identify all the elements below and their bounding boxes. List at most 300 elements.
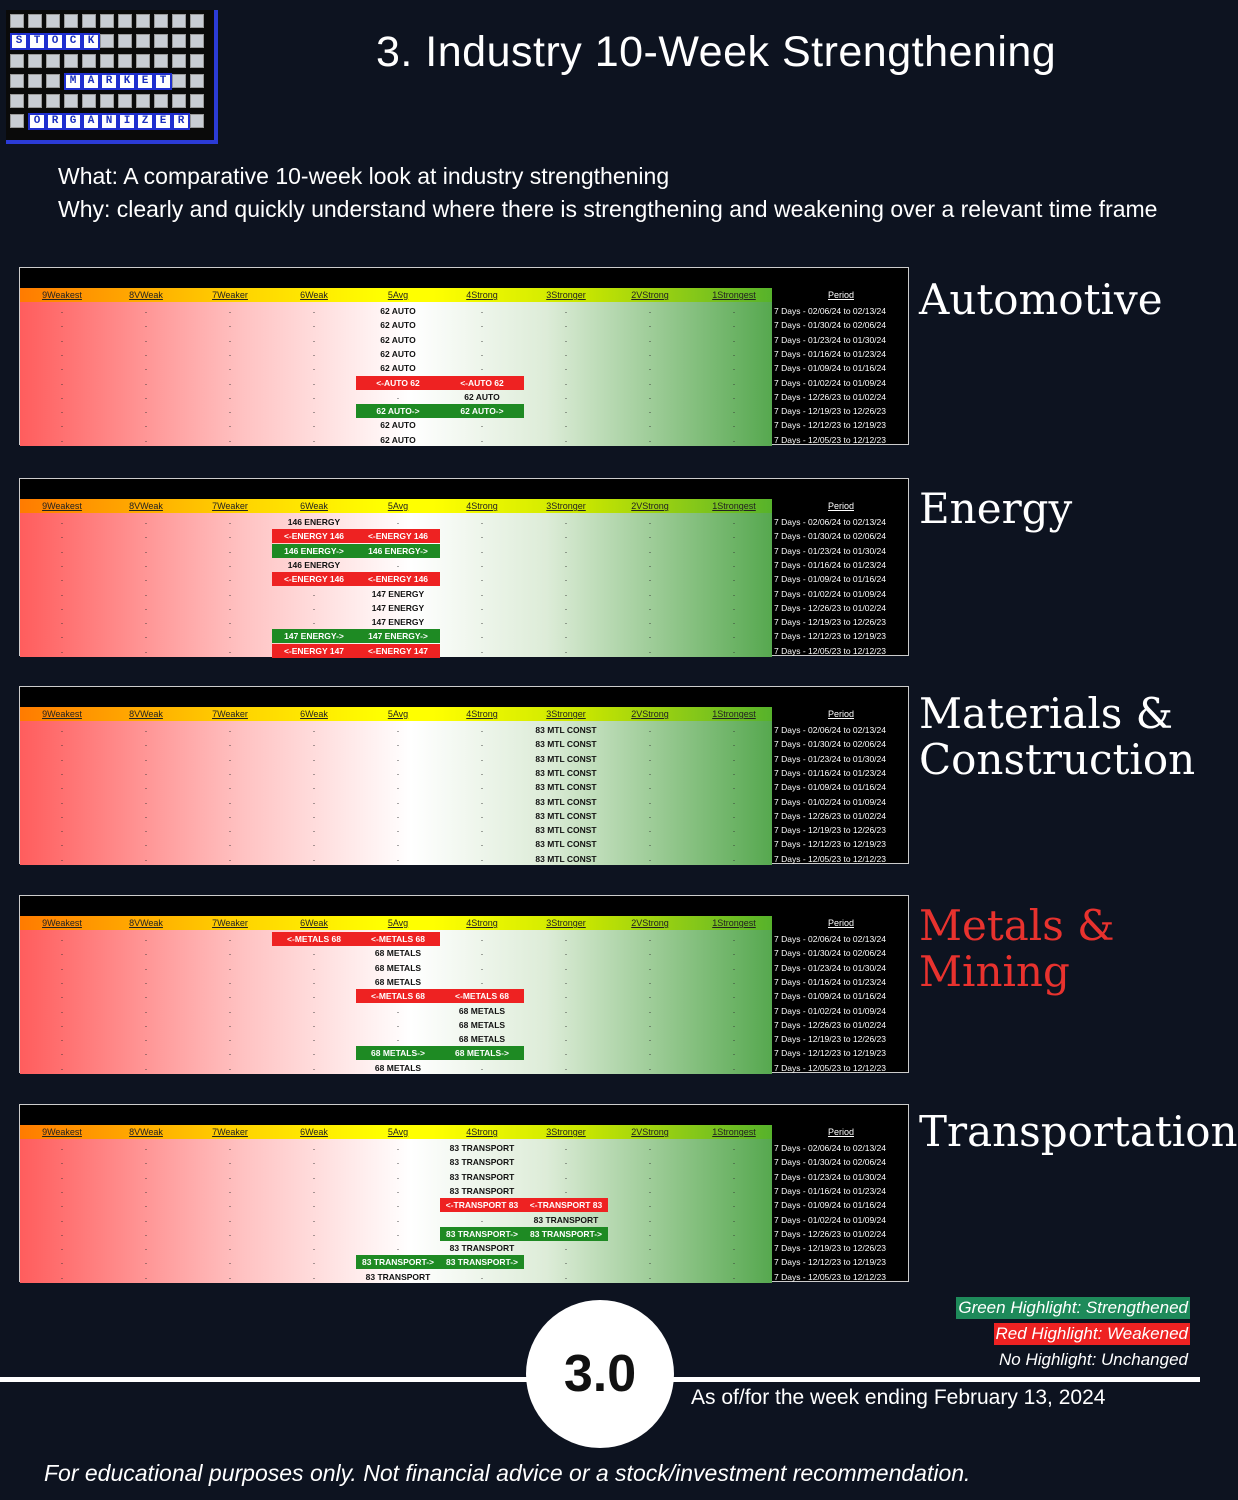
empty-cell: . [648, 1242, 652, 1253]
period-label: 7 Days - 02/06/24 to 02/13/24 [774, 306, 886, 316]
empty-cell: . [144, 766, 148, 777]
industry-title: Materials & Construction [919, 689, 1196, 784]
empty-cell: . [228, 1047, 232, 1058]
empty-cell: . [228, 1256, 232, 1267]
empty-cell: . [144, 516, 148, 526]
empty-cell: . [60, 630, 64, 641]
logo-letter: C [64, 33, 82, 50]
period-label: 7 Days - 12/26/23 to 01/02/24 [774, 391, 886, 402]
industry-cell: 83 MTL CONST [535, 796, 597, 807]
empty-cell: . [60, 947, 64, 958]
industry-cell: 83 MTL CONST [535, 782, 597, 793]
legend-none: No Highlight: Unchanged [998, 1350, 1188, 1369]
period-label: 7 Days - 02/06/24 to 02/13/24 [774, 725, 886, 735]
empty-cell: . [144, 809, 148, 820]
empty-cell: . [480, 587, 484, 598]
empty-cell: . [312, 1184, 316, 1195]
period-label: 7 Days - 01/02/24 to 01/09/24 [774, 796, 886, 807]
logo-row [10, 94, 208, 112]
industry-cell: <-METALS 68 [356, 989, 440, 1003]
empty-cell: . [60, 1199, 64, 1210]
column-header: 7Weaker [212, 290, 248, 300]
empty-cell: . [564, 947, 568, 958]
industry-cell: 146 ENERGY-> [356, 544, 440, 558]
empty-cell: . [312, 1270, 316, 1281]
logo-tile [154, 54, 168, 68]
industry-cell: 68 METALS [374, 976, 422, 987]
empty-cell: . [732, 390, 736, 401]
logo-tile [100, 14, 114, 28]
empty-cell: . [144, 333, 148, 344]
empty-cell: . [480, 347, 484, 358]
column-header: 9Weakest [42, 918, 82, 928]
column-header: 9Weakest [42, 290, 82, 300]
period-label: 7 Days - 02/06/24 to 02/13/24 [774, 934, 886, 944]
industry-cell: <-ENERGY 146 [272, 572, 356, 586]
column-header: 7Weaker [212, 918, 248, 928]
column-header: 3Stronger [546, 290, 586, 300]
strength-table [19, 267, 909, 445]
empty-cell: . [480, 530, 484, 541]
empty-cell: . [648, 1142, 652, 1152]
empty-cell: . [144, 390, 148, 401]
empty-cell: . [564, 1156, 568, 1167]
empty-cell: . [732, 405, 736, 416]
empty-cell: . [60, 724, 64, 734]
empty-cell: . [732, 961, 736, 972]
empty-cell: . [60, 390, 64, 401]
logo-tile [190, 114, 204, 128]
logo-letter: Z [136, 113, 154, 130]
empty-cell: . [564, 1170, 568, 1181]
column-header: 7Weaker [212, 709, 248, 719]
empty-cell: . [312, 1061, 316, 1072]
logo-letter: G [64, 113, 82, 130]
empty-cell: . [648, 544, 652, 555]
industry-cell: 83 TRANSPORT-> [524, 1227, 608, 1241]
column-header: 3Stronger [546, 501, 586, 511]
empty-cell: . [60, 573, 64, 584]
period-label: 7 Days - 12/05/23 to 12/12/23 [774, 853, 886, 864]
empty-cell: . [396, 1227, 400, 1238]
empty-cell: . [396, 1018, 400, 1029]
empty-cell: . [732, 305, 736, 315]
industry-cell: <-ENERGY 147 [272, 644, 356, 658]
empty-cell: . [312, 319, 316, 330]
empty-cell: . [228, 1156, 232, 1167]
logo-row [10, 114, 208, 132]
empty-cell: . [732, 1061, 736, 1072]
empty-cell: . [60, 587, 64, 598]
empty-cell: . [144, 616, 148, 627]
empty-cell: . [732, 1142, 736, 1152]
logo-tile [118, 94, 132, 108]
empty-cell: . [564, 530, 568, 541]
empty-cell: . [144, 781, 148, 792]
empty-cell: . [648, 795, 652, 806]
empty-cell: . [564, 433, 568, 444]
what-text: What: A comparative 10-week look at industry strengthening [58, 163, 670, 189]
column-header: 5Avg [387, 1127, 409, 1137]
empty-cell: . [60, 838, 64, 849]
logo-letter: A [82, 73, 100, 90]
strength-table [19, 478, 909, 656]
column-header: 4Strong [466, 290, 498, 300]
empty-cell: . [480, 1061, 484, 1072]
empty-cell: . [228, 933, 232, 943]
empty-cell: . [732, 975, 736, 986]
column-header: 8VWeak [129, 918, 163, 928]
empty-cell: . [60, 305, 64, 315]
empty-cell: . [648, 766, 652, 777]
empty-cell: . [732, 587, 736, 598]
logo-tile [46, 74, 60, 88]
empty-cell: . [144, 1242, 148, 1253]
empty-cell: . [144, 1061, 148, 1072]
logo-tile [172, 34, 186, 48]
empty-cell: . [732, 1213, 736, 1224]
empty-cell: . [144, 433, 148, 444]
empty-cell: . [732, 766, 736, 777]
industry-cell: 146 ENERGY [287, 559, 341, 570]
period-label: 7 Days - 12/26/23 to 01/02/24 [774, 1228, 886, 1239]
empty-cell: . [480, 1270, 484, 1281]
empty-cell: . [60, 1156, 64, 1167]
empty-cell: . [648, 1061, 652, 1072]
as-of-date: As of/for the week ending February 13, 2024 [691, 1386, 1106, 1409]
empty-cell: . [648, 838, 652, 849]
empty-cell: . [732, 781, 736, 792]
empty-cell: . [312, 1142, 316, 1152]
logo-tile [64, 14, 78, 28]
empty-cell: . [732, 1033, 736, 1044]
period-label: 7 Days - 01/16/24 to 01/23/24 [774, 559, 886, 570]
empty-cell: . [648, 1018, 652, 1029]
empty-cell: . [396, 838, 400, 849]
empty-cell: . [60, 933, 64, 943]
column-header: 1Strongest [712, 918, 756, 928]
empty-cell: . [648, 724, 652, 734]
empty-cell: . [480, 516, 484, 526]
period-label: 7 Days - 12/05/23 to 12/12/23 [774, 1271, 886, 1282]
empty-cell: . [228, 601, 232, 612]
industry-cell: 83 MTL CONST [535, 810, 597, 821]
empty-cell: . [60, 333, 64, 344]
empty-cell: . [228, 587, 232, 598]
industry-cell: <-TRANSPORT 83 [524, 1198, 608, 1212]
period-label: 7 Days - 01/09/24 to 01/16/24 [774, 574, 886, 585]
empty-cell: . [480, 601, 484, 612]
empty-cell: . [144, 644, 148, 655]
empty-cell: . [648, 558, 652, 569]
logo-row [10, 14, 208, 32]
industry-cell: 147 ENERGY [371, 588, 425, 599]
empty-cell: . [228, 573, 232, 584]
empty-cell: . [564, 961, 568, 972]
disclaimer: For educational purposes only. Not financial advice or a stock/investment recommendation. [44, 1460, 971, 1486]
empty-cell: . [228, 838, 232, 849]
empty-cell: . [312, 795, 316, 806]
empty-cell: . [732, 530, 736, 541]
empty-cell: . [60, 1047, 64, 1058]
empty-cell: . [312, 1213, 316, 1224]
empty-cell: . [648, 1227, 652, 1238]
period-label: 7 Days - 01/16/24 to 01/23/24 [774, 1185, 886, 1196]
empty-cell: . [60, 376, 64, 387]
column-header: 5Avg [387, 501, 409, 511]
column-header: 6Weak [300, 290, 328, 300]
period-label: 7 Days - 01/09/24 to 01/16/24 [774, 363, 886, 374]
empty-cell: . [144, 405, 148, 416]
empty-cell: . [312, 347, 316, 358]
empty-cell: . [60, 516, 64, 526]
empty-cell: . [228, 644, 232, 655]
empty-cell: . [312, 433, 316, 444]
empty-cell: . [732, 419, 736, 430]
period-label: 7 Days - 12/19/23 to 12/26/23 [774, 1243, 886, 1254]
column-header: 2VStrong [631, 290, 669, 300]
logo-tile [28, 54, 42, 68]
industry-cell: 68 METALS [374, 1062, 422, 1073]
empty-cell: . [648, 1256, 652, 1267]
empty-cell: . [396, 824, 400, 835]
period-label: 7 Days - 01/09/24 to 01/16/24 [774, 782, 886, 793]
period-label: 7 Days - 12/05/23 to 12/12/23 [774, 645, 886, 656]
logo-tile [118, 14, 132, 28]
empty-cell: . [396, 558, 400, 569]
empty-cell: . [60, 544, 64, 555]
logo-letter: A [82, 113, 100, 130]
empty-cell: . [732, 644, 736, 655]
empty-cell: . [60, 809, 64, 820]
industry-cell: 147 ENERGY [371, 617, 425, 628]
empty-cell: . [648, 405, 652, 416]
empty-cell: . [60, 405, 64, 416]
empty-cell: . [396, 738, 400, 749]
empty-cell: . [480, 319, 484, 330]
empty-cell: . [60, 852, 64, 863]
empty-cell: . [732, 573, 736, 584]
logo-row [10, 34, 208, 52]
logo-tile [82, 94, 96, 108]
empty-cell: . [228, 558, 232, 569]
logo-letter: R [100, 73, 118, 90]
industry-cell: 83 MTL CONST [535, 767, 597, 778]
empty-cell: . [564, 630, 568, 641]
empty-cell: . [732, 795, 736, 806]
logo-letter: S [10, 33, 28, 50]
empty-cell: . [732, 1004, 736, 1015]
empty-cell: . [144, 362, 148, 373]
industry-cell: <-ENERGY 146 [356, 529, 440, 543]
empty-cell: . [144, 419, 148, 430]
logo-tile [136, 94, 150, 108]
empty-cell: . [60, 601, 64, 612]
empty-cell: . [144, 947, 148, 958]
industry-cell: 62 AUTO [464, 391, 500, 402]
logo-tile [82, 14, 96, 28]
empty-cell: . [480, 738, 484, 749]
empty-cell: . [396, 1170, 400, 1181]
period-label: 7 Days - 01/23/24 to 01/30/24 [774, 962, 886, 973]
period-label: 7 Days - 01/02/24 to 01/09/24 [774, 1005, 886, 1016]
column-header: 4Strong [466, 1127, 498, 1137]
column-header: 8VWeak [129, 501, 163, 511]
empty-cell: . [480, 781, 484, 792]
empty-cell: . [312, 824, 316, 835]
empty-cell: . [228, 1227, 232, 1238]
period-label: 7 Days - 12/19/23 to 12/26/23 [774, 1034, 886, 1045]
empty-cell: . [648, 947, 652, 958]
empty-cell: . [228, 305, 232, 315]
empty-cell: . [144, 1270, 148, 1281]
empty-cell: . [144, 1018, 148, 1029]
logo-tile [190, 14, 204, 28]
industry-cell: <-METALS 68 [440, 989, 524, 1003]
empty-cell: . [480, 305, 484, 315]
empty-cell: . [144, 1256, 148, 1267]
empty-cell: . [60, 1170, 64, 1181]
industry-cell: 83 TRANSPORT [533, 1214, 599, 1225]
empty-cell: . [396, 752, 400, 763]
logo-letter: K [82, 33, 100, 50]
column-header: 2VStrong [631, 501, 669, 511]
industry-cell: 83 MTL CONST [535, 839, 597, 850]
section-number-badge: 3.0 [526, 1300, 674, 1448]
empty-cell: . [564, 1018, 568, 1029]
empty-cell: . [144, 601, 148, 612]
empty-cell: . [648, 961, 652, 972]
empty-cell: . [732, 376, 736, 387]
empty-cell: . [732, 516, 736, 526]
empty-cell: . [396, 766, 400, 777]
logo-tile [136, 34, 150, 48]
empty-cell: . [480, 724, 484, 734]
empty-cell: . [732, 1184, 736, 1195]
empty-cell: . [144, 961, 148, 972]
legend-red: Red Highlight: Weakened [995, 1324, 1188, 1343]
empty-cell: . [732, 933, 736, 943]
column-header: 1Strongest [712, 709, 756, 719]
empty-cell: . [732, 558, 736, 569]
empty-cell: . [396, 781, 400, 792]
empty-cell: . [732, 630, 736, 641]
logo-tile [154, 94, 168, 108]
column-header: 1Strongest [712, 1127, 756, 1137]
empty-cell: . [648, 781, 652, 792]
industry-cell: 62 AUTO [380, 306, 416, 316]
empty-cell: . [480, 961, 484, 972]
empty-cell: . [228, 1170, 232, 1181]
logo-tile [100, 34, 114, 48]
industry-cell: 68 METALS [458, 1019, 506, 1030]
empty-cell: . [312, 766, 316, 777]
period-label: 7 Days - 01/16/24 to 01/23/24 [774, 767, 886, 778]
empty-cell: . [60, 1270, 64, 1281]
empty-cell: . [732, 752, 736, 763]
period-label: 7 Days - 01/23/24 to 01/30/24 [774, 1171, 886, 1182]
industry-title: Automotive [919, 275, 1163, 324]
industry-cell: 83 TRANSPORT-> [356, 1255, 440, 1269]
empty-cell: . [480, 975, 484, 986]
empty-cell: . [144, 990, 148, 1001]
empty-cell: . [564, 319, 568, 330]
empty-cell: . [564, 362, 568, 373]
empty-cell: . [480, 433, 484, 444]
empty-cell: . [648, 601, 652, 612]
industry-cell: 62 AUTO [380, 334, 416, 345]
empty-cell: . [228, 766, 232, 777]
industry-cell: <-ENERGY 146 [272, 529, 356, 543]
empty-cell: . [564, 1061, 568, 1072]
empty-cell: . [564, 644, 568, 655]
empty-cell: . [144, 1170, 148, 1181]
empty-cell: . [228, 990, 232, 1001]
period-header: Period [827, 501, 854, 511]
empty-cell: . [312, 852, 316, 863]
logo-tile [190, 74, 204, 88]
empty-cell: . [648, 1047, 652, 1058]
period-label: 7 Days - 12/12/23 to 12/19/23 [774, 420, 886, 431]
period-label: 7 Days - 12/19/23 to 12/26/23 [774, 825, 886, 836]
period-label: 7 Days - 01/09/24 to 01/16/24 [774, 991, 886, 1002]
period-label: 7 Days - 12/05/23 to 12/12/23 [774, 1062, 886, 1073]
logo-letter: I [118, 113, 136, 130]
column-header: 4Strong [466, 501, 498, 511]
empty-cell: . [396, 809, 400, 820]
empty-cell: . [228, 738, 232, 749]
empty-cell: . [480, 838, 484, 849]
period-label: 7 Days - 01/02/24 to 01/09/24 [774, 377, 886, 388]
empty-cell: . [480, 1213, 484, 1224]
logo-letter: E [154, 113, 172, 130]
empty-cell: . [648, 1199, 652, 1210]
empty-cell: . [312, 738, 316, 749]
empty-cell: . [648, 419, 652, 430]
page-title: 3. Industry 10-Week Strengthening [376, 28, 1057, 76]
empty-cell: . [228, 1242, 232, 1253]
empty-cell: . [732, 947, 736, 958]
logo-letter: E [136, 73, 154, 90]
logo-tile [28, 94, 42, 108]
empty-cell: . [312, 601, 316, 612]
empty-cell: . [144, 1184, 148, 1195]
industry-cell: <-AUTO 62 [440, 376, 524, 390]
logo-letter: T [28, 33, 46, 50]
empty-cell: . [144, 305, 148, 315]
empty-cell: . [144, 587, 148, 598]
industry-cell: 147 ENERGY [371, 602, 425, 613]
empty-cell: . [60, 1004, 64, 1015]
empty-cell: . [228, 544, 232, 555]
empty-cell: . [60, 752, 64, 763]
empty-cell: . [60, 961, 64, 972]
empty-cell: . [144, 752, 148, 763]
empty-cell: . [312, 362, 316, 373]
empty-cell: . [312, 724, 316, 734]
industry-cell: 68 METALS [458, 1005, 506, 1016]
empty-cell: . [564, 1270, 568, 1281]
empty-cell: . [228, 1004, 232, 1015]
period-label: 7 Days - 01/30/24 to 02/06/24 [774, 1157, 886, 1168]
legend-green: Green Highlight: Strengthened [958, 1298, 1188, 1317]
empty-cell: . [60, 419, 64, 430]
industry-cell: 83 MTL CONST [535, 725, 597, 735]
empty-cell: . [732, 319, 736, 330]
column-header: 3Stronger [546, 709, 586, 719]
empty-cell: . [480, 544, 484, 555]
empty-cell: . [396, 1004, 400, 1015]
